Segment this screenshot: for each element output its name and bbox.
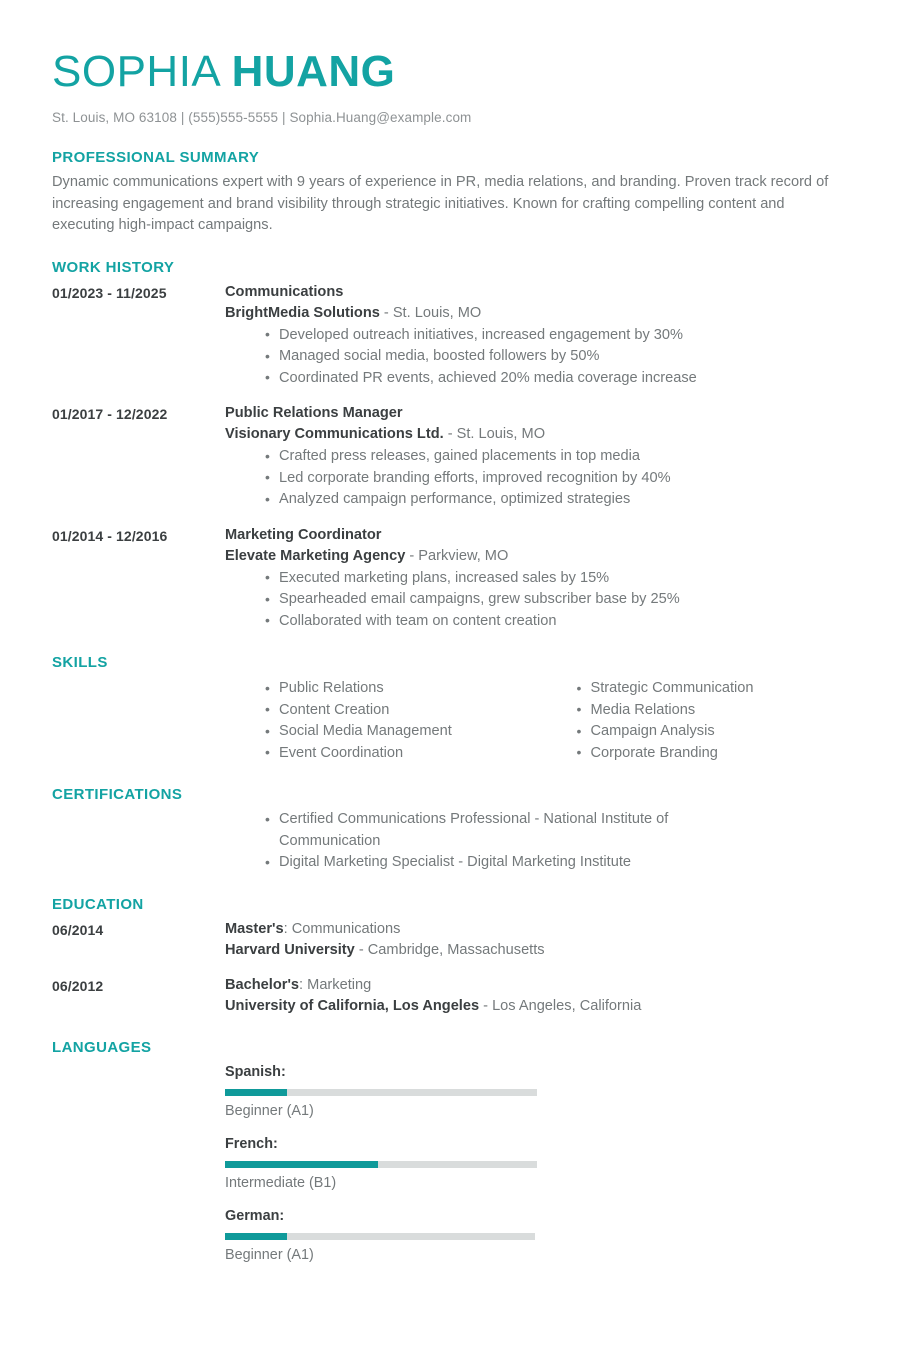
education-school: Harvard University [225,941,355,958]
certification-item: • Digital Marketing Specialist - Digital Marketing Institute [265,852,749,874]
section-work-history [52,259,848,633]
resume-header [52,46,848,127]
work-entry-bullets [225,446,848,511]
work-entry-bullet: • Developed outreach initiatives, increased engagement by 30% [265,325,848,347]
work-entry-bullet: • Coordinated PR events, achieved 20% media coverage increase [265,368,848,390]
work-entry-title: Marketing Coordinator [225,526,382,543]
section-title-skills: SKILLS [52,654,108,671]
work-entry-title: Communications [225,283,344,300]
candidate-first-name: SOPHIA [52,47,219,96]
certification-item: • Certified Communications Professional - National Institute of Communication [265,809,749,852]
education-entry-body [225,919,848,961]
section-languages [52,1039,848,1278]
education-list [52,919,848,1017]
education-field: : Communications [283,920,401,937]
skills-list-left [225,678,537,764]
work-entry-dates: 01/2023 - 11/2025 [52,284,167,301]
education-entry [52,975,848,1017]
work-history-entry [52,282,848,390]
language-name: German: [225,1207,285,1224]
work-history-entry [52,525,848,633]
work-entry-bullet: • Managed social media, boosted followers by 50% [265,346,848,368]
language-level: Intermediate (B1) [225,1174,337,1191]
language-entry [225,1134,537,1194]
skills-column-right [537,677,849,764]
work-entry-dates: 01/2017 - 12/2022 [52,406,168,422]
contact-line: St. Louis, MO 63108 | (555)555-5555 | Sophia.Huang@example.com [52,110,472,125]
work-entry-bullet: • Executed marketing plans, increased sales by 15% [265,568,848,590]
section-title-professional-summary: PROFESSIONAL SUMMARY [52,149,260,166]
education-location: - Los Angeles, California [479,997,642,1014]
education-field: : Marketing [299,976,372,993]
summary-text: Dynamic communications expert with 9 years of experience in PR, media relations, and branding. Proven track record of increasing engagement and brand visibility through strategic initiatives. Known for crafting compelling content and executing high-impact campaigns. [52,174,829,233]
skill-item: • Public Relations [265,678,537,700]
section-professional-summary [52,149,848,237]
education-entry-date: 06/2014 [52,921,104,938]
language-entry [225,1062,537,1122]
certifications-block [52,809,848,874]
education-school-line [225,996,848,1017]
certifications-list [225,809,848,874]
work-entry-location: - St. Louis, MO [379,304,482,321]
work-entry-body [225,525,848,633]
skill-item: • Event Coordination [265,743,537,765]
education-entry-body [225,975,848,1017]
skills-list-right [537,678,849,764]
language-name: Spanish: [225,1063,286,1080]
work-entry-company: Visionary Communications Ltd. [225,426,444,442]
skill-item: • Content Creation [265,700,537,722]
work-entry-company: BrightMedia Solutions [225,304,380,321]
skill-item: • Corporate Branding [577,743,849,765]
language-proficiency-bar [225,1233,535,1240]
work-entry-dates: 01/2014 - 12/2016 [52,527,168,544]
language-proficiency-bar [225,1089,537,1096]
work-entry-company-location [225,303,848,324]
section-title-work-history: WORK HISTORY [52,258,175,276]
skills-column-left [225,677,537,764]
language-name: French: [225,1135,278,1152]
work-entry-location: - Parkview, MO [405,547,509,564]
skills-columns [52,677,848,764]
work-history-entry [52,403,848,511]
education-entry-date: 06/2012 [52,977,104,994]
section-title-education: EDUCATION [52,895,144,913]
section-certifications [52,786,848,874]
section-title-certifications: CERTIFICATIONS [52,786,183,803]
education-degree-label: Bachelor's [225,976,300,993]
education-entry [52,919,848,961]
work-entry-bullets [225,568,848,633]
work-entry-company-location [225,546,848,567]
work-entry-bullet: • Collaborated with team on content creation [265,611,848,633]
education-location: - Cambridge, Massachusetts [354,941,545,958]
work-entry-company-location [225,424,848,445]
work-entry-title: Public Relations Manager [225,405,403,421]
work-history-list [52,282,848,633]
section-title-languages: LANGUAGES [52,1038,152,1056]
education-school-line [225,940,848,961]
section-skills [52,654,848,764]
skill-item: • Strategic Communication [577,678,849,700]
candidate-name [52,46,848,98]
work-entry-bullet: • Spearheaded email campaigns, grew subscriber base by 25% [265,589,848,611]
work-entry-bullet: • Led corporate branding efforts, improved recognition by 40% [265,468,848,490]
work-entry-bullet: • Analyzed campaign performance, optimized strategies [265,489,848,511]
work-entry-company: Elevate Marketing Agency [225,547,406,564]
languages-grid [52,1062,848,1278]
education-school: University of California, Los Angeles [225,997,480,1014]
skill-item: • Campaign Analysis [577,721,849,743]
language-proficiency-fill [225,1161,378,1168]
work-entry-bullet: • Crafted press releases, gained placements in top media [265,446,848,468]
education-degree-line [225,975,848,996]
language-proficiency-fill [225,1233,287,1240]
skill-item: • Media Relations [577,700,849,722]
skill-item: • Social Media Management [265,721,537,743]
work-entry-bullets [225,325,848,390]
language-proficiency-bar [225,1161,537,1168]
language-proficiency-fill [225,1089,287,1096]
section-education [52,896,848,1017]
candidate-last-name: HUANG [231,47,396,96]
education-degree-label: Master's [225,920,284,937]
language-entry [225,1206,535,1266]
work-entry-body [225,403,848,511]
language-level: Beginner (A1) [225,1246,314,1263]
work-entry-body [225,282,848,390]
work-entry-location: - St. Louis, MO [443,426,546,442]
language-level: Beginner (A1) [225,1102,314,1119]
education-degree-line [225,919,848,940]
